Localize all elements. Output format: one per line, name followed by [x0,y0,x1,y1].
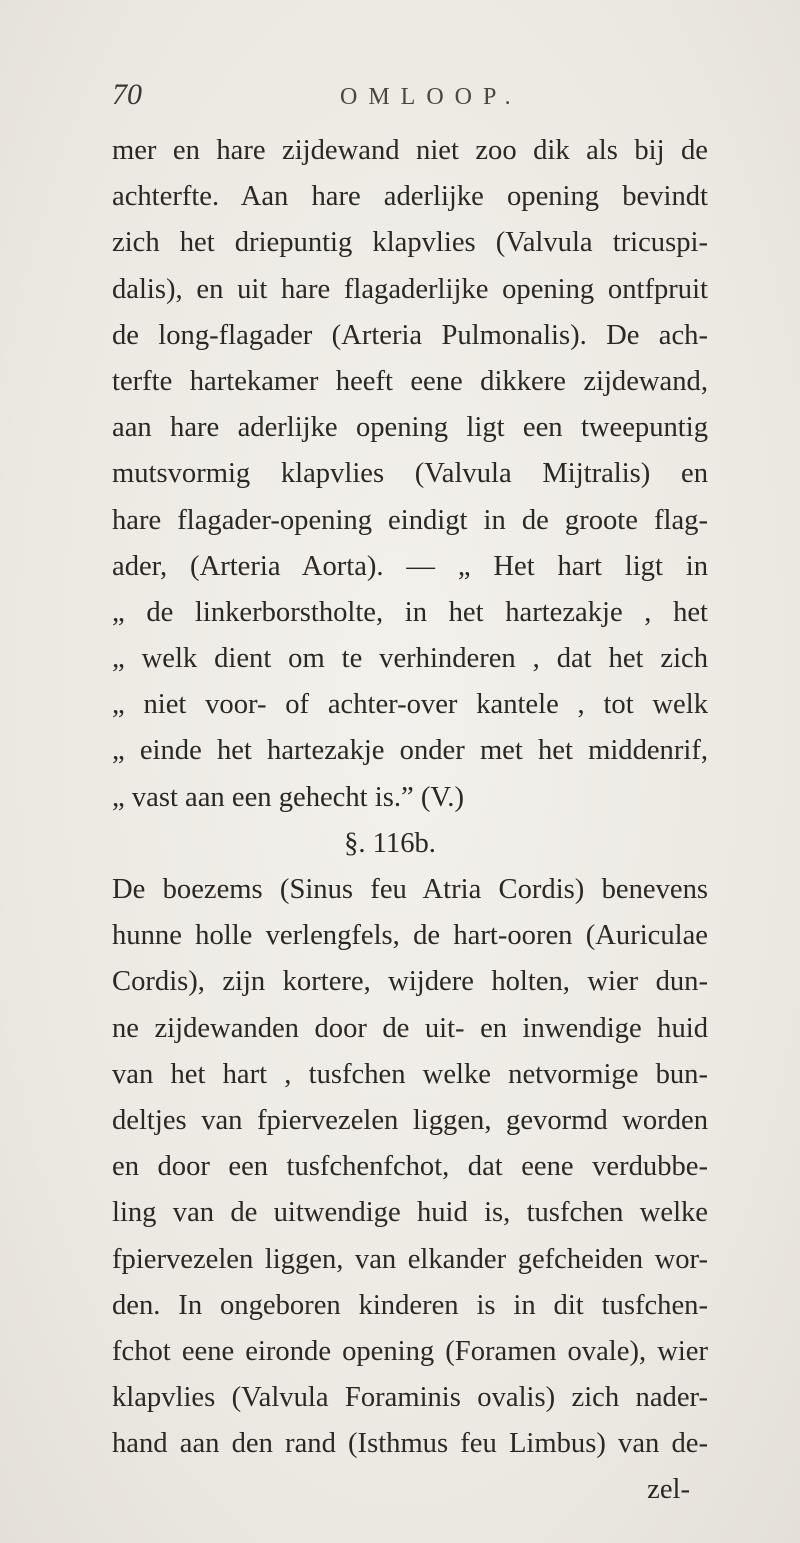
body-text [112,128,708,1514]
text-line-28: klapvlies (Valvula Foraminis ovalis) zich nader- [112,1382,708,1414]
text-line-8: mutsvormig klapvlies (Valvula Mijtralis) en [112,458,708,490]
text-line-25: fpiervezelen liggen, van elkander gefcheiden wor- [112,1243,708,1275]
text-line-4: dalis), en uit hare flagaderlijke opening ontfpruit [112,273,708,305]
text-line-3: zich het driepuntig klapvlies (Valvula tricuspi- [112,227,708,259]
text-line-22: deltjes van fpiervezelen liggen, gevormd worden [112,1104,708,1136]
text-line-12: „ welk dient om te verhinderen , dat het zich [112,643,708,675]
text-line-23: en door een tusfchenfchot, dat eene verdubbe- [112,1151,708,1183]
page-number: 70 [112,78,142,111]
text-line-10: ader, (Arteria Aorta). — „ Het hart ligt in [112,550,708,582]
text-line-27: fchot eene eironde opening (Foramen ovale), wier [112,1335,708,1367]
text-line-24: ling van de uitwendige huid is, tusfchen welke [112,1197,708,1229]
text-line-5: de long-flagader (Arteria Pulmonalis). De ach- [112,319,708,351]
text-line-2: achterfte. Aan hare aderlijke opening bevindt [112,181,708,213]
text-line-26: den. In ongeboren kinderen is in dit tusfchen- [112,1289,708,1321]
page-header [112,78,712,118]
running-title: OMLOOP. [340,84,522,110]
text-line-7: aan hare aderlijke opening ligt een tweepuntig [112,412,708,444]
text-line-18: hunne holle verlengfels, de hart-ooren (Auriculae [112,920,708,952]
text-line-15: „ vast aan een gehecht is.” (V.) [112,781,464,813]
text-line-13: „ niet voor- of achter-over kantele , tot welk [112,689,708,721]
section-heading: §. 116b. [344,827,436,859]
text-line-20: ne zijdewanden door de uit- en inwendige huid [112,1012,708,1044]
text-line-19: Cordis), zijn kortere, wijdere holten, wier dun- [112,966,708,998]
text-line-17: De boezems (Sinus feu Atria Cordis) benevens [112,874,708,905]
catchword: zel- [647,1474,690,1506]
text-line-14: „ einde het hartezakje onder met het middenrif, [112,735,708,767]
text-line-21: van het hart , tusfchen welke netvormige bun- [112,1058,708,1090]
text-line-29: hand aan den rand (Isthmus feu Limbus) van de- [112,1428,708,1460]
text-line-11: „ de linkerborstholte, in het hartezakje , het [112,596,708,628]
text-line-6: terfte hartekamer heeft eene dikkere zijdewand, [112,365,708,397]
text-line-9: hare flagader-opening eindigt in de groote flag- [112,504,708,536]
text-line-1: mer en hare zijdewand niet zoo dik als bij de [112,135,708,166]
